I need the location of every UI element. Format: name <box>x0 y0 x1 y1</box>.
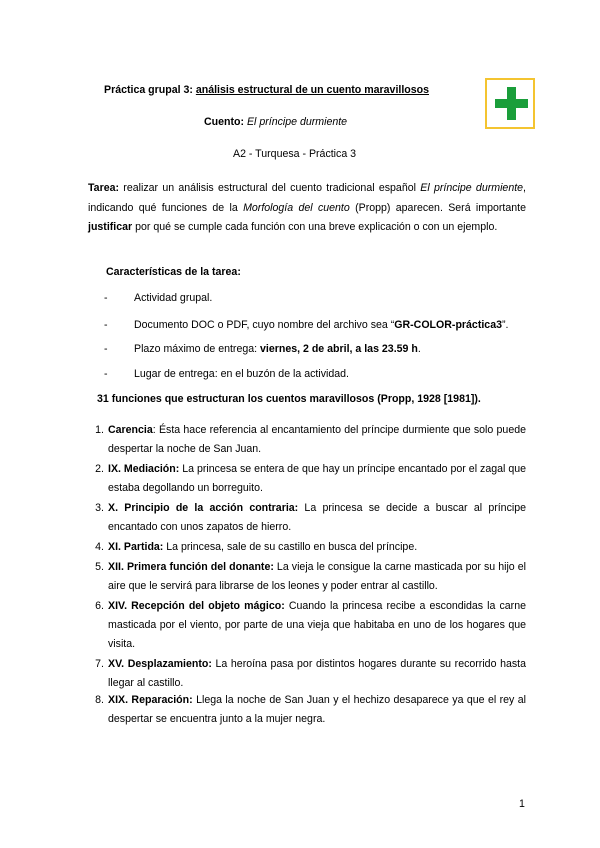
task-paragraph: Tarea: realizar un análisis estructural del cuento tradicional español El príncipe durmiente, indicando qué funciones de la Morfología del cuento (Propp) aparecen. Será importante justificar por qué se cumple cada función con una breve explicación o con un ejemplo. <box>88 182 526 233</box>
group-line: A2 - Turquesa - Práctica 3 <box>233 148 357 160</box>
title-prefix: Práctica grupal 3: <box>104 84 193 96</box>
deadline: viernes, 2 de abril, a las 23.59 h <box>260 343 418 355</box>
page-title <box>104 84 429 96</box>
bullet: - <box>104 343 108 355</box>
page-number: 1 <box>519 798 525 810</box>
story-line <box>204 116 347 128</box>
story-title-ref: El príncipe durmiente <box>420 182 524 194</box>
justify-word: justificar <box>88 221 133 233</box>
functions-heading: 31 funciones que estructuran los cuentos maravillosos (Propp, 1928 [1981]). <box>97 393 481 405</box>
story-label: Cuento: <box>204 116 245 128</box>
bullet: - <box>104 319 108 331</box>
filename: GR-COLOR-práctica3 <box>394 319 502 331</box>
task-label: Tarea: <box>88 182 120 194</box>
bullet: - <box>104 292 108 304</box>
story-title: El príncipe durmiente <box>246 116 348 128</box>
characteristics-heading: Características de la tarea: <box>106 266 241 278</box>
book-title: Morfología del cuento <box>243 201 350 214</box>
title-main: análisis estructural de un cuento maravillosos <box>195 84 429 96</box>
logo <box>485 78 535 129</box>
bullet: - <box>104 368 108 380</box>
